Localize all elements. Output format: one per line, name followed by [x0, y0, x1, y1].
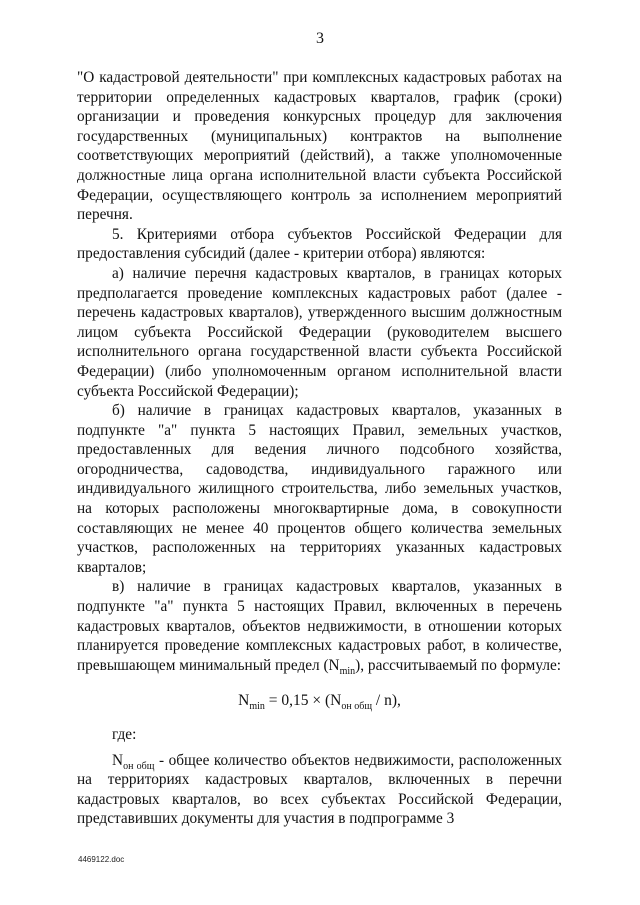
formula-lhs-subscript: min [249, 701, 265, 713]
paragraph-5b: б) наличие в границах кадастровых кварталов, указанных в подпункте "а" пункта 5 настоящих Правил, земельных участков, предоставленных для ведения личного подсобного хозяйства, огородничества, садоводства, индивидуального гаражного или индивидуального жилищного строительства, либо земельных участков, на которых расположены многоквартирные дома, в совокупности составляющих не менее 40 процентов общего количества земельных участков, расположенных на территориях указанных кадастровых кварталов; [77, 402, 562, 576]
formula-equals: = 0,15 × (N [264, 692, 342, 710]
paragraph-5a: а) наличие перечня кадастровых кварталов, в границах которых предполагается проведение комплексных кадастровых работ (далее - перечень кадастровых кварталов), утвержденного высшим должностным лицом субъекта Российской Федерации (руководителем высшего исполнительного органа государственной власти субъекта Российской Федерации) (либо уполномоченным органом исполнительной власти субъекта Российской Федерации); [77, 264, 562, 400]
definition-text: - общее количество объектов недвижимости, расположенных на территориях кадастровых кварталов, включенных в перечни кадастровых кварталов, во всех субъектах Российской Федерации, представивших документы для участия в подпрограмме 3 [77, 751, 563, 828]
paragraph-5v-tail: ), рассчитываемый по формуле: [355, 656, 561, 674]
document-body [77, 68, 562, 829]
definition-symbol-subscript: он общ [123, 760, 155, 772]
paragraph-5v [77, 577, 562, 675]
paragraph-continuation: "О кадастровой деятельности" при комплексных кадастровых работах на территории определенных кадастровых кварталов, график (сроки) организации и проведения конкурсных процедур для заключения государственных (муниципальных) контрактов на выполнение соответствующих мероприятий (действий), а также уполномоченные должностные лица органа исполнительной власти субъекта Российской Федерации, осуществляющего контроль за исполнением мероприятий перечня. [77, 69, 562, 224]
paragraph-5-lead: 5. Критериями отбора субъектов Российской Федерации для предоставления субсидий (далее - критерии отбора) являются: [77, 225, 562, 263]
file-footer: 4469122.doc [78, 855, 125, 864]
where-label: где: [112, 726, 137, 743]
formula-rhs-tail: / n), [372, 692, 401, 710]
definition-symbol: N [112, 751, 124, 769]
definition-paragraph [77, 751, 562, 829]
formula [77, 691, 562, 711]
page-number: 3 [316, 30, 324, 47]
formula-rhs-subscript: он общ [341, 701, 373, 713]
nmin-subscript: min [339, 665, 356, 677]
paragraph-5v-text: в) наличие в границах кадастровых кварталов, указанных в подпункте "а" пункта 5 настоящих Правил, включенных в перечень кадастровых кварталов, объектов недвижимости, в отношении которых планируется проведение комплексных кадастровых работ, в количестве, превышающем минимальный предел (N [77, 578, 562, 674]
formula-lhs: N [238, 692, 250, 710]
